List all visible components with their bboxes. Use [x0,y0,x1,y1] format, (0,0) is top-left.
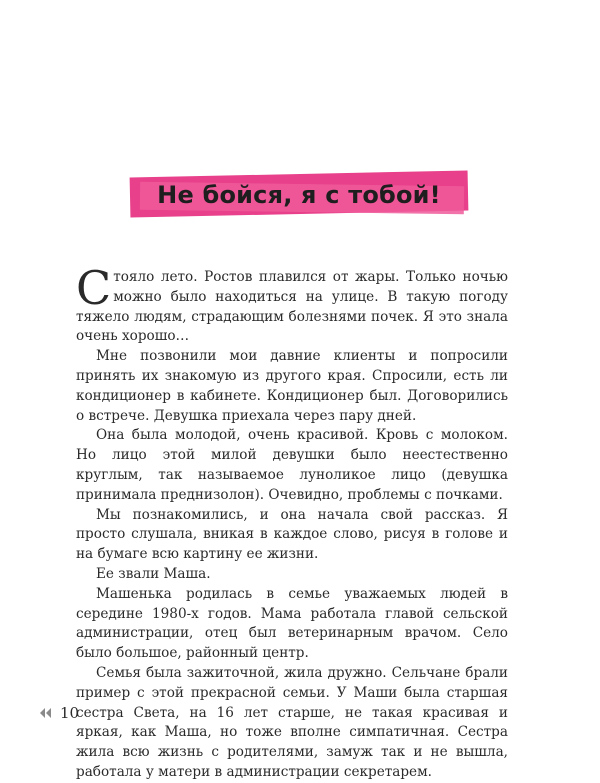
paragraph-1-text: тояло лето. Ростов плавился от жары. Только ночью можно было находиться на улице. В такую погоду тяжело людям, страдающим болезнями почек. Я это знала очень хорошо… [76,269,508,345]
chapter-title: Не бойся, я с тобой! [157,181,441,209]
paragraph-4: Мы познакомились, и она начала свой рассказ. Я просто слушала, вникая в каждое слово, рисуя в голове и на бумаге всю картину ее жизни. [76,506,508,563]
paragraph-2: Мне позвонили мои давние клиенты и попросили принять их знакомую из другого края. Спросили, есть ли кондиционер в кабинете. Кондиционер был. Договорились о встрече. Девушка приехала через пару дней. [76,348,508,424]
paragraph-6: Машенька родилась в семье уважаемых людей в середине 1980-х годов. Мама работала главой сельской администрации, отец был ветеринарным врачом. Село было большое, районный центр. [76,585,508,662]
paragraph-7: Семья была зажиточной, жила дружно. Сельчане брали пример с этой прекрасной семьи. У Маши была старшая сестра Света, на 16 лет старше, не такая красивая и яркая, как Маша, но тоже вполне симпатичная. Сестра жила всю жизнь с родителями, замуж так и не вышла, работала у матери в администрации секретарем. [76,664,508,780]
page-footer [38,702,79,724]
paragraph-3: Она была молодой, очень красивой. Кровь с молоком. Но лицо этой милой девушки было неестественно круглым, так называемое луноликое лицо (девушка принимала преднизолон). Очевидно, проблемы с почками. [76,427,508,503]
page-number: 10 [60,704,80,722]
paragraph-5: Ее звали Маша. [96,565,211,582]
body-text [76,261,508,783]
drop-cap: С [76,261,112,315]
paragraph-1 [76,261,508,347]
double-chevron-left-icon[interactable] [38,707,52,719]
